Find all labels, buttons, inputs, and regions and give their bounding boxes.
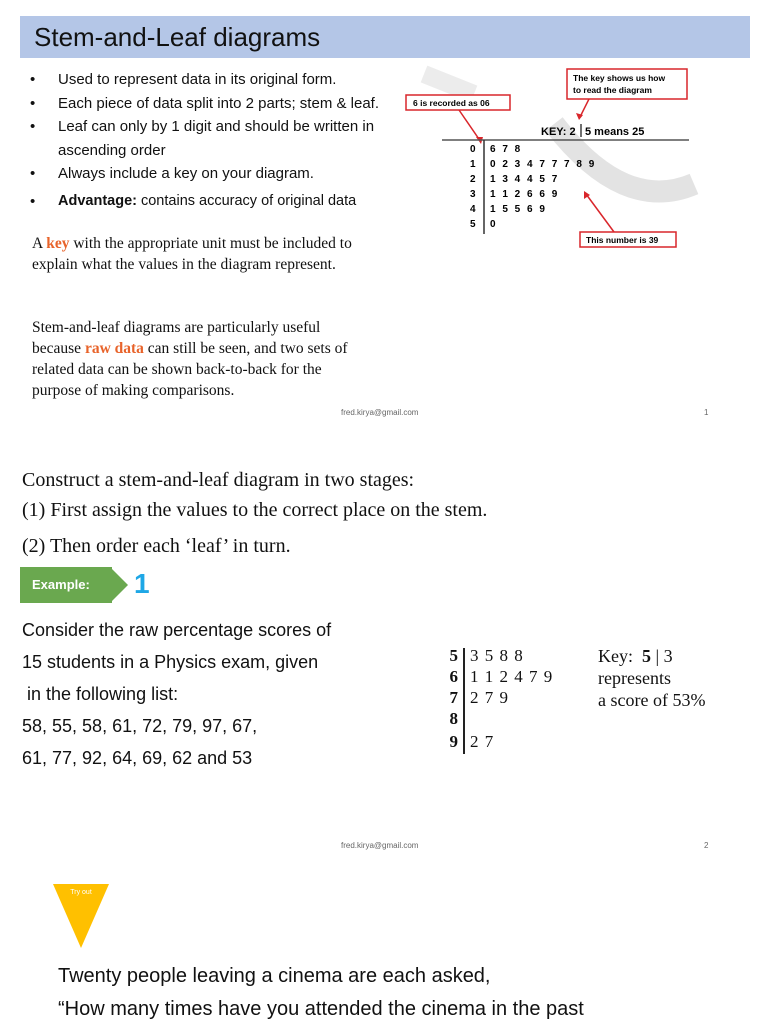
stem-leaf-diagram [444,646,594,758]
stage-two: (2) Then order each ‘leaf’ in turn. [22,535,291,557]
figure-stem: 5 [470,219,476,230]
stem-value: 8 [449,709,458,728]
leaf-values: 2 7 9 [470,688,509,707]
problem-text [22,614,422,774]
leaf-values: 1 1 2 4 7 9 [470,667,554,686]
leaf-values: 3 5 8 8 [470,646,524,665]
list-item [28,68,408,92]
bullet-icon: • [30,118,36,135]
leaf-values: 2 7 [470,732,495,751]
problem-line: 15 students in a Physics exam, given [22,652,319,672]
figure-stem: 0 [470,144,476,155]
stem-divider [463,648,465,754]
para-text: with the appropriate unit must be included to explain what the values in the diagram represent. [32,235,352,273]
page-number: 1 [704,408,709,417]
key-stem: 5 [642,646,651,666]
figure-leaves: 0 [490,219,496,230]
list-item [28,162,408,186]
highlight-raw-data: raw data [84,340,144,357]
problem-line: 58, 55, 58, 61, 72, 79, 97, 67, [22,716,258,736]
para-text: Stem-and-leaf diagrams are particularly useful because [32,319,321,357]
advantage-item [28,190,408,214]
key-text: 5 means 25 [585,126,645,138]
key-leaf: | 3 [651,646,673,666]
key-line: a score of 53% [598,690,706,710]
example-label: Example: [32,577,90,592]
problem-line: Consider the raw percentage scores of [22,620,332,640]
question-line: “How many times have you attended the cinema in the past [58,998,584,1020]
bullet-list [28,68,408,213]
watermark-swoosh [424,74,474,94]
example-number: 1 [134,568,150,599]
key-line [598,645,705,667]
callout-six-text: 6 is recorded as 06 [413,98,490,108]
advantage-label: Advantage: [58,192,137,209]
problem-line: 61, 77, 92, 64, 69, 62 and 53 [22,748,253,768]
key-text: KEY: 2 [541,126,576,138]
callout-arrow [580,99,589,117]
stages-intro: Construct a stem-and-leaf diagram in two stages: [22,469,415,491]
page-number: 2 [704,841,709,850]
page-title: Stem-and-Leaf diagrams [34,22,321,52]
advantage-text: contains accuracy of original data [136,192,357,209]
bullet-icon: • [30,192,36,210]
problem-line: in the following list: [22,684,179,704]
stem-value: 7 [449,688,458,707]
figure-leaves: 0 2 3 4 7 7 7 8 9 [490,159,595,170]
bullet-icon: • [30,71,36,88]
para-text: A [32,235,47,252]
usefulness-paragraph [32,317,352,401]
try-out-label: Try out [70,889,92,896]
figure-stem: 2 [470,174,476,185]
stem-leaf-figure [404,64,704,254]
figure-leaves: 6 7 8 [490,144,521,155]
stage-one: (1) First assign the values to the correct place on the stem. [22,499,488,521]
figure-stem: 1 [470,159,476,170]
list-item [28,115,408,162]
key-line: represents [598,668,671,688]
callout-39-text: This number is 39 [586,235,659,245]
highlight-key: key [46,235,70,252]
figure-leaves: 1 1 2 6 6 9 [490,189,558,200]
key-paragraph [32,233,352,275]
figure-stem: 3 [470,189,476,200]
stem-value: 6 [449,667,458,686]
bullet-icon: • [30,165,36,182]
question-line: Twenty people leaving a cinema are each asked, [58,965,491,987]
figure-leaves: 1 5 5 6 9 [490,204,545,215]
footer-email: fred.kirya@gmail.com [341,408,419,417]
stem-value: 9 [449,732,458,751]
callout-arrow [586,194,614,232]
stem-value: 5 [449,646,458,665]
example-badge [20,567,112,603]
figure-stem: 4 [470,204,476,215]
list-item [28,92,408,116]
key-label: Key: [598,646,642,666]
footer-email: fred.kirya@gmail.com [341,841,419,850]
figure-leaves: 1 3 4 4 5 7 [490,174,558,185]
bullet-text: Always include a key on your diagram. [58,165,314,182]
bullet-icon: • [30,94,36,112]
callout-key-text: The key shows us how [573,73,666,83]
callout-key-text: to read the diagram [573,85,652,95]
bullet-text: Used to represent data in its original form. [58,71,337,88]
bullet-text: Leaf can only by 1 digit and should be written in ascending order [58,118,375,159]
bullet-text: Each piece of data split into 2 parts; stem & leaf. [58,94,380,112]
diagram-key [598,645,705,711]
chevron-right-icon [110,567,128,603]
para-text: can still be seen, and two sets of related data can be shown back-to-back for the purpose of making comparisons. [32,340,348,399]
